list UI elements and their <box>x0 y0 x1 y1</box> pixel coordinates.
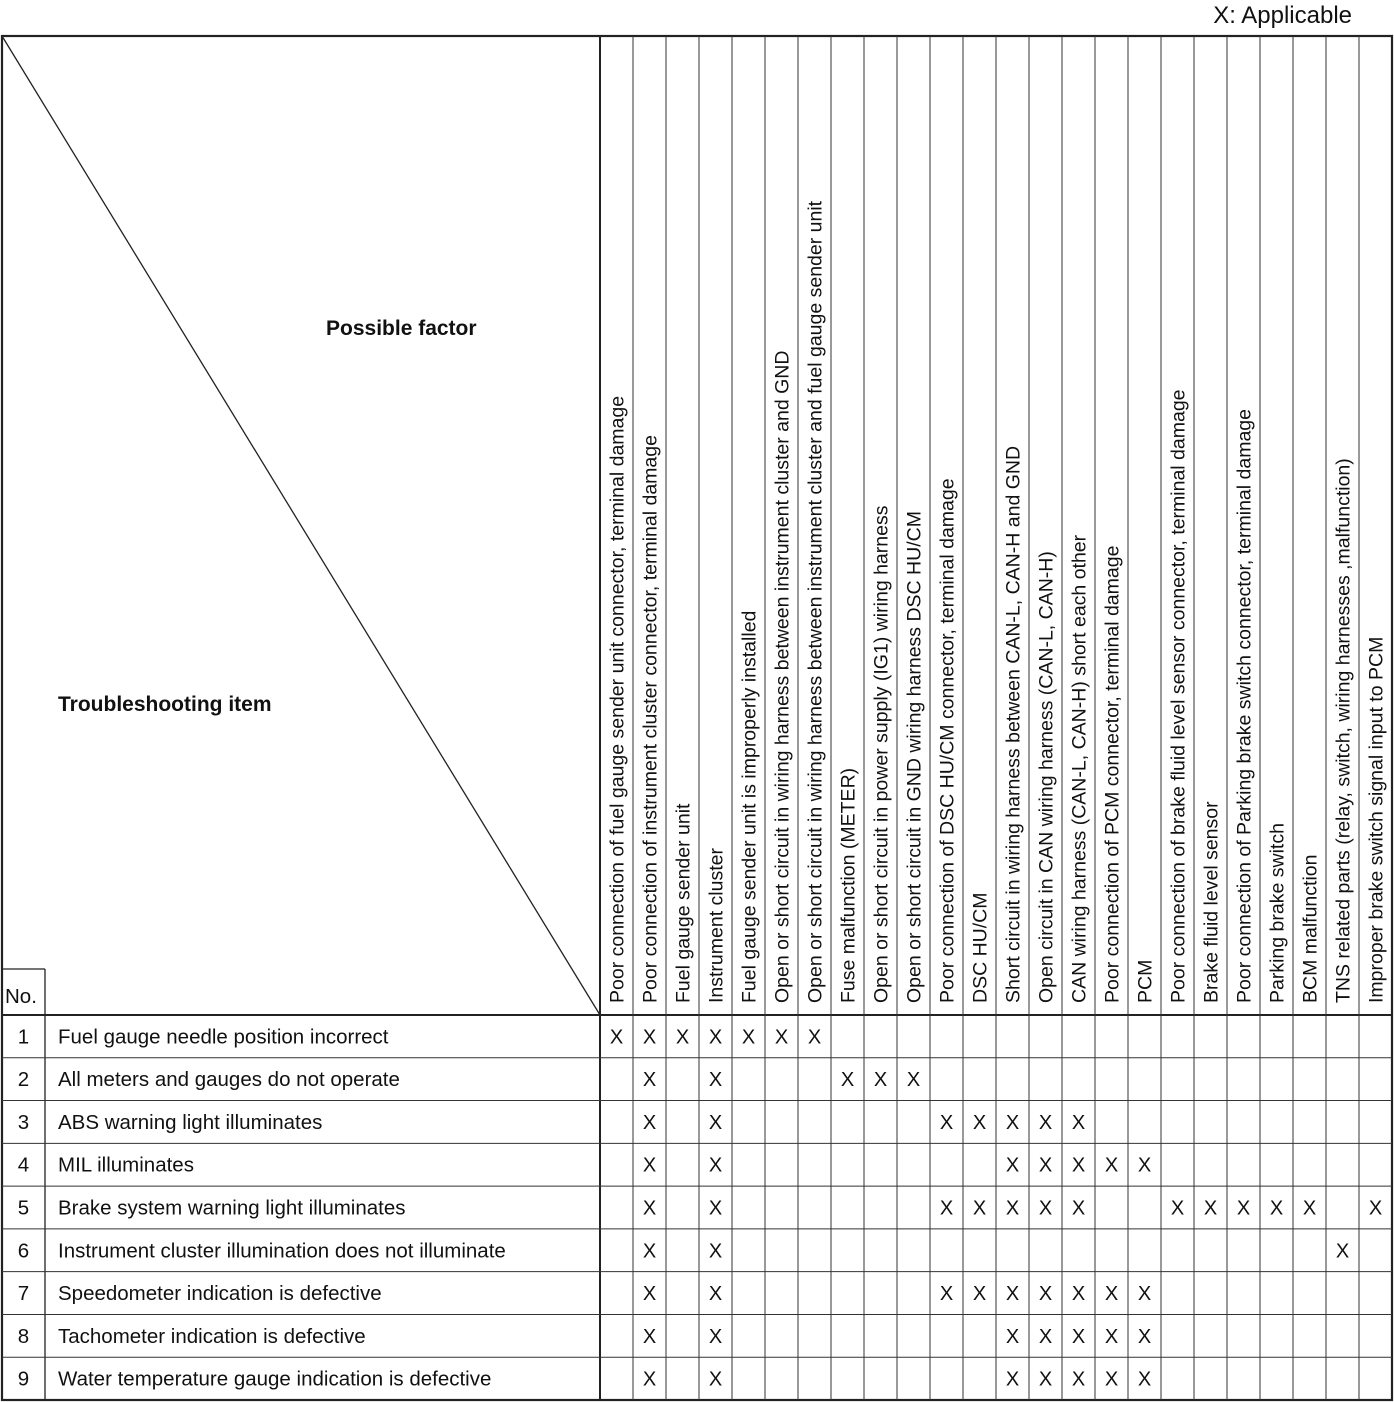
possible-factor-label: Possible factor <box>326 317 477 340</box>
applicable-mark: X <box>642 1069 657 1092</box>
table-rows <box>18 1025 1382 1390</box>
applicable-mark: X <box>1038 1325 1053 1348</box>
factor-header: Fuse malfunction (METER) <box>837 767 860 1003</box>
factor-header: Poor connection of DSC HU/CM connector, terminal damage <box>936 478 959 1003</box>
factor-header: Fuel gauge sender unit is improperly installed <box>738 610 761 1003</box>
applicable-mark: X <box>807 1026 822 1049</box>
table-row <box>18 1111 1085 1134</box>
factor-header: Instrument cluster <box>705 848 728 1003</box>
applicable-mark: X <box>1038 1197 1053 1220</box>
applicable-mark: X <box>1137 1325 1152 1348</box>
troubleshooting-item: Water temperature gauge indication is defective <box>58 1367 492 1391</box>
troubleshooting-item: Brake system warning light illuminates <box>58 1196 406 1220</box>
troubleshooting-item: Instrument cluster illumination does not illuminate <box>58 1239 506 1263</box>
applicable-mark: X <box>906 1069 921 1092</box>
table-row <box>18 1154 1151 1177</box>
applicable-mark: X <box>1104 1325 1119 1348</box>
troubleshooting-item: Tachometer indication is defective <box>58 1324 366 1348</box>
factor-header: Poor connection of Parking brake switch connector, terminal damage <box>1233 409 1256 1003</box>
factor-header: Open or short circuit in wiring harness between instrument cluster and fuel gauge sender unit <box>804 200 827 1003</box>
legend-applicable: X: Applicable <box>1213 2 1352 29</box>
factor-header: DSC HU/CM <box>969 892 992 1003</box>
applicable-mark: X <box>1137 1283 1152 1306</box>
applicable-mark: X <box>1104 1154 1119 1177</box>
applicable-mark: X <box>1170 1197 1185 1220</box>
factor-header: TNS related parts (relay, switch, wiring harnesses ,malfunction) <box>1332 458 1355 1003</box>
applicable-mark: X <box>642 1026 657 1049</box>
applicable-mark: X <box>972 1283 987 1306</box>
applicable-mark: X <box>939 1111 954 1134</box>
factor-header: CAN wiring harness (CAN-L, CAN-H) short each other <box>1068 534 1091 1003</box>
applicable-mark: X <box>1137 1154 1152 1177</box>
applicable-mark: X <box>708 1368 723 1391</box>
applicable-mark: X <box>708 1197 723 1220</box>
factor-header: Open or short circuit in power supply (IG1) wiring harness <box>870 505 893 1003</box>
factor-header: PCM <box>1134 959 1157 1003</box>
troubleshooting-item: All meters and gauges do not operate <box>58 1068 400 1092</box>
applicable-mark: X <box>1071 1368 1086 1391</box>
applicable-mark: X <box>708 1111 723 1134</box>
applicable-mark: X <box>609 1026 624 1049</box>
table-row <box>18 1368 1151 1391</box>
applicable-mark: X <box>1005 1283 1020 1306</box>
troubleshooting-item: Speedometer indication is defective <box>58 1282 382 1306</box>
row-number: 8 <box>17 1324 30 1348</box>
applicable-mark: X <box>1335 1240 1350 1263</box>
applicable-mark: X <box>708 1240 723 1263</box>
factor-header: Open or short circuit in wiring harness between instrument cluster and GND <box>771 350 794 1003</box>
applicable-mark: X <box>1005 1197 1020 1220</box>
applicable-mark: X <box>1071 1283 1086 1306</box>
factor-header: Brake fluid level sensor <box>1200 801 1223 1003</box>
applicable-mark: X <box>1236 1197 1251 1220</box>
troubleshooting-item: Fuel gauge needle position incorrect <box>58 1025 389 1049</box>
table-row <box>18 1068 920 1091</box>
applicable-mark: X <box>741 1026 756 1049</box>
applicable-mark: X <box>708 1026 723 1049</box>
applicable-mark: X <box>708 1069 723 1092</box>
applicable-mark: X <box>1038 1111 1053 1134</box>
troubleshooting-item-label: Troubleshooting item <box>58 693 272 716</box>
factor-header: Poor connection of PCM connector, terminal damage <box>1101 545 1124 1003</box>
applicable-mark: X <box>642 1154 657 1177</box>
troubleshooting-item: ABS warning light illuminates <box>58 1110 323 1134</box>
applicable-mark: X <box>642 1240 657 1263</box>
row-number: 3 <box>17 1110 30 1134</box>
diagonal-header-divider <box>2 36 600 1015</box>
troubleshooting-item: MIL illuminates <box>58 1153 194 1177</box>
applicable-mark: X <box>1005 1154 1020 1177</box>
applicable-mark: X <box>873 1069 888 1092</box>
factor-header: Poor connection of instrument cluster connector, terminal damage <box>639 435 662 1003</box>
applicable-mark: X <box>1005 1325 1020 1348</box>
applicable-mark: X <box>708 1283 723 1306</box>
applicable-mark: X <box>1005 1368 1020 1391</box>
factor-header: BCM malfunction <box>1299 854 1322 1003</box>
applicable-mark: X <box>675 1026 690 1049</box>
applicable-mark: X <box>1104 1283 1119 1306</box>
applicable-mark: X <box>642 1283 657 1306</box>
row-number: 5 <box>17 1196 30 1220</box>
applicable-mark: X <box>708 1154 723 1177</box>
applicable-mark: X <box>642 1111 657 1134</box>
factor-header: Poor connection of fuel gauge sender unit connector, terminal damage <box>606 395 629 1003</box>
applicable-mark: X <box>1269 1197 1284 1220</box>
applicable-mark: X <box>1038 1283 1053 1306</box>
applicable-mark: X <box>939 1283 954 1306</box>
applicable-mark: X <box>1302 1197 1317 1220</box>
factor-header: Fuel gauge sender unit <box>672 803 695 1003</box>
applicable-mark: X <box>939 1197 954 1220</box>
row-number: 1 <box>17 1025 30 1049</box>
row-number: 6 <box>17 1239 30 1263</box>
factor-headers <box>607 200 1388 1003</box>
table-row <box>18 1197 1382 1220</box>
row-number: 7 <box>17 1282 30 1306</box>
applicable-mark: X <box>708 1325 723 1348</box>
table-row <box>18 1282 1151 1305</box>
row-number: 2 <box>17 1068 30 1092</box>
applicable-mark: X <box>840 1069 855 1092</box>
no-column-label: No. <box>5 985 37 1008</box>
applicable-mark: X <box>1071 1197 1086 1220</box>
table-row <box>18 1325 1151 1348</box>
factor-header: Parking brake switch <box>1266 823 1289 1003</box>
factor-header: Open or short circuit in GND wiring harness DSC HU/CM <box>903 511 926 1003</box>
applicable-mark: X <box>972 1197 987 1220</box>
applicable-mark: X <box>1005 1111 1020 1134</box>
factor-header: Poor connection of brake fluid level sensor connector, terminal damage <box>1167 389 1190 1003</box>
applicable-mark: X <box>1203 1197 1218 1220</box>
applicable-mark: X <box>1137 1368 1152 1391</box>
applicable-mark: X <box>1038 1368 1053 1391</box>
applicable-mark: X <box>1071 1154 1086 1177</box>
applicable-mark: X <box>642 1325 657 1348</box>
applicable-mark: X <box>1071 1325 1086 1348</box>
applicable-mark: X <box>1071 1111 1086 1134</box>
applicable-mark: X <box>1368 1197 1383 1220</box>
factor-header: Open circuit in CAN wiring harness (CAN-L, CAN-H) <box>1035 551 1058 1003</box>
applicable-mark: X <box>1104 1368 1119 1391</box>
row-number: 4 <box>17 1153 30 1177</box>
applicable-mark: X <box>642 1197 657 1220</box>
factor-header: Short circuit in wiring harness between CAN-L, CAN-H and GND <box>1002 445 1025 1003</box>
applicable-mark: X <box>642 1368 657 1391</box>
table-row <box>18 1025 821 1048</box>
applicable-mark: X <box>972 1111 987 1134</box>
applicable-mark: X <box>1038 1154 1053 1177</box>
row-number: 9 <box>17 1367 30 1391</box>
factor-header: Improper brake switch signal input to PCM <box>1365 636 1388 1003</box>
table-row <box>18 1239 1349 1262</box>
applicable-mark: X <box>774 1026 789 1049</box>
